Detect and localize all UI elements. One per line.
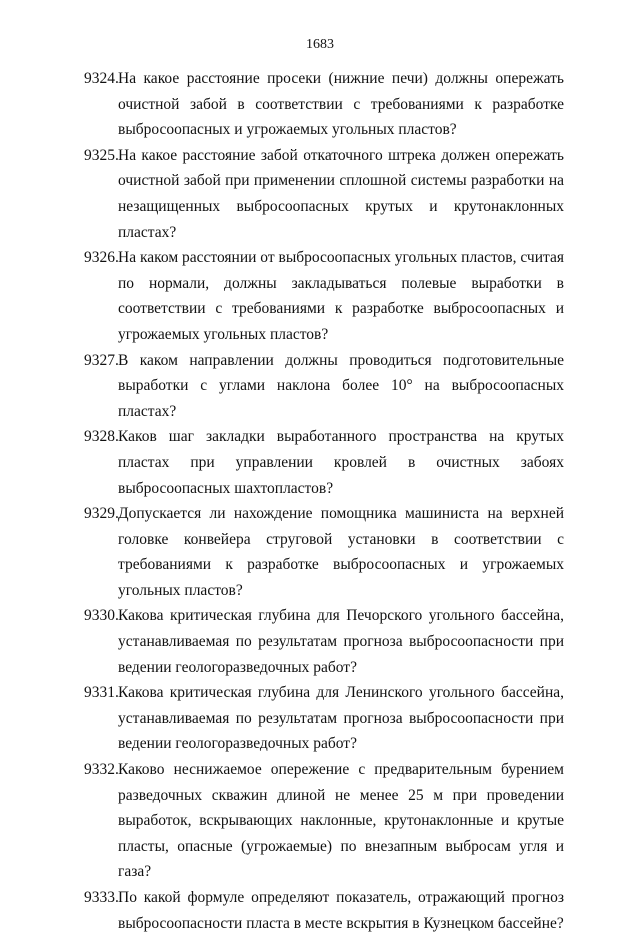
question-text: На каком расстоянии от выбросоопасных угольных пластов, считая по нормали, должны закладываться полевые выработки в соответствии с требованиями к разработке выбросоопасных и угрожаемых угольных пластов? (118, 249, 564, 343)
question-number: 9326. (84, 249, 119, 267)
page-number: 1683 (306, 37, 334, 52)
question-item (84, 245, 564, 347)
question-text: Какова критическая глубина для Ленинского угольного бассейна, устанавливаемая по результатам прогноза выбросоопасности при ведении геологоразведочных работ? (118, 684, 564, 753)
question-item (84, 348, 564, 425)
question-text: В каком направлении должны проводиться подготовительные выработки с углами наклона более 10° на выбросоопасных пластах? (118, 351, 564, 420)
question-item (84, 66, 564, 143)
question-number: 9330. (84, 607, 119, 625)
question-item (84, 143, 564, 245)
question-number: 9328. (84, 428, 119, 446)
question-item (84, 424, 564, 501)
question-text: Какова критическая глубина для Печорского угольного бассейна, устанавливаемая по результатам прогноза выбросоопасности при ведении геологоразведочных работ? (118, 607, 564, 676)
question-number: 9324. (84, 70, 119, 87)
question-number: 9331. (84, 684, 119, 702)
question-text: Каков шаг закладки выработанного пространства на крутых пластах при управлении кровлей в очистных забоях выбросоопасных шахтопластов? (118, 428, 564, 497)
question-text: Каково неснижаемое опережение с предварительным бурением разведочных скважин длиной не менее 25 м при проведении выработок, вскрывающих наклонные, крутонаклонные и крутые пласты, опасные (угрожаемые) по внезапным выбросам угля и газа? (118, 761, 564, 881)
question-item (84, 757, 564, 885)
question-number: 9333. (84, 889, 119, 906)
question-number: 9327. (84, 351, 119, 369)
question-item (84, 603, 564, 680)
question-text: Допускается ли нахождение помощника машиниста на верхней головке конвейера струговой установки в соответствии с требованиями к разработке выбросоопасных и угрожаемых угольных пластов? (118, 505, 564, 599)
question-item (84, 501, 564, 603)
question-item (84, 680, 564, 757)
question-item (84, 885, 564, 936)
question-text: На какое расстояние забой откаточного штрека должен опережать очистной забой при применении сплошной системы разработки на незащищенных выбросоопасных крутых и крутонаклонных пластах? (118, 146, 564, 241)
question-number: 9332. (84, 761, 119, 779)
question-text: На какое расстояние просеки (нижние печи) должны опережать очистной забой в соответствии с требованиями к разработке выбросоопасных и угрожаемых угольных пластов? (118, 70, 564, 139)
question-list (84, 66, 564, 936)
question-number: 9329. (84, 505, 119, 523)
question-text: По какой формуле определяют показатель, отражающий прогноз выбросоопасности пласта в месте вскрытия в Кузнецком бассейне? (118, 889, 564, 932)
question-number: 9325. (84, 146, 119, 164)
